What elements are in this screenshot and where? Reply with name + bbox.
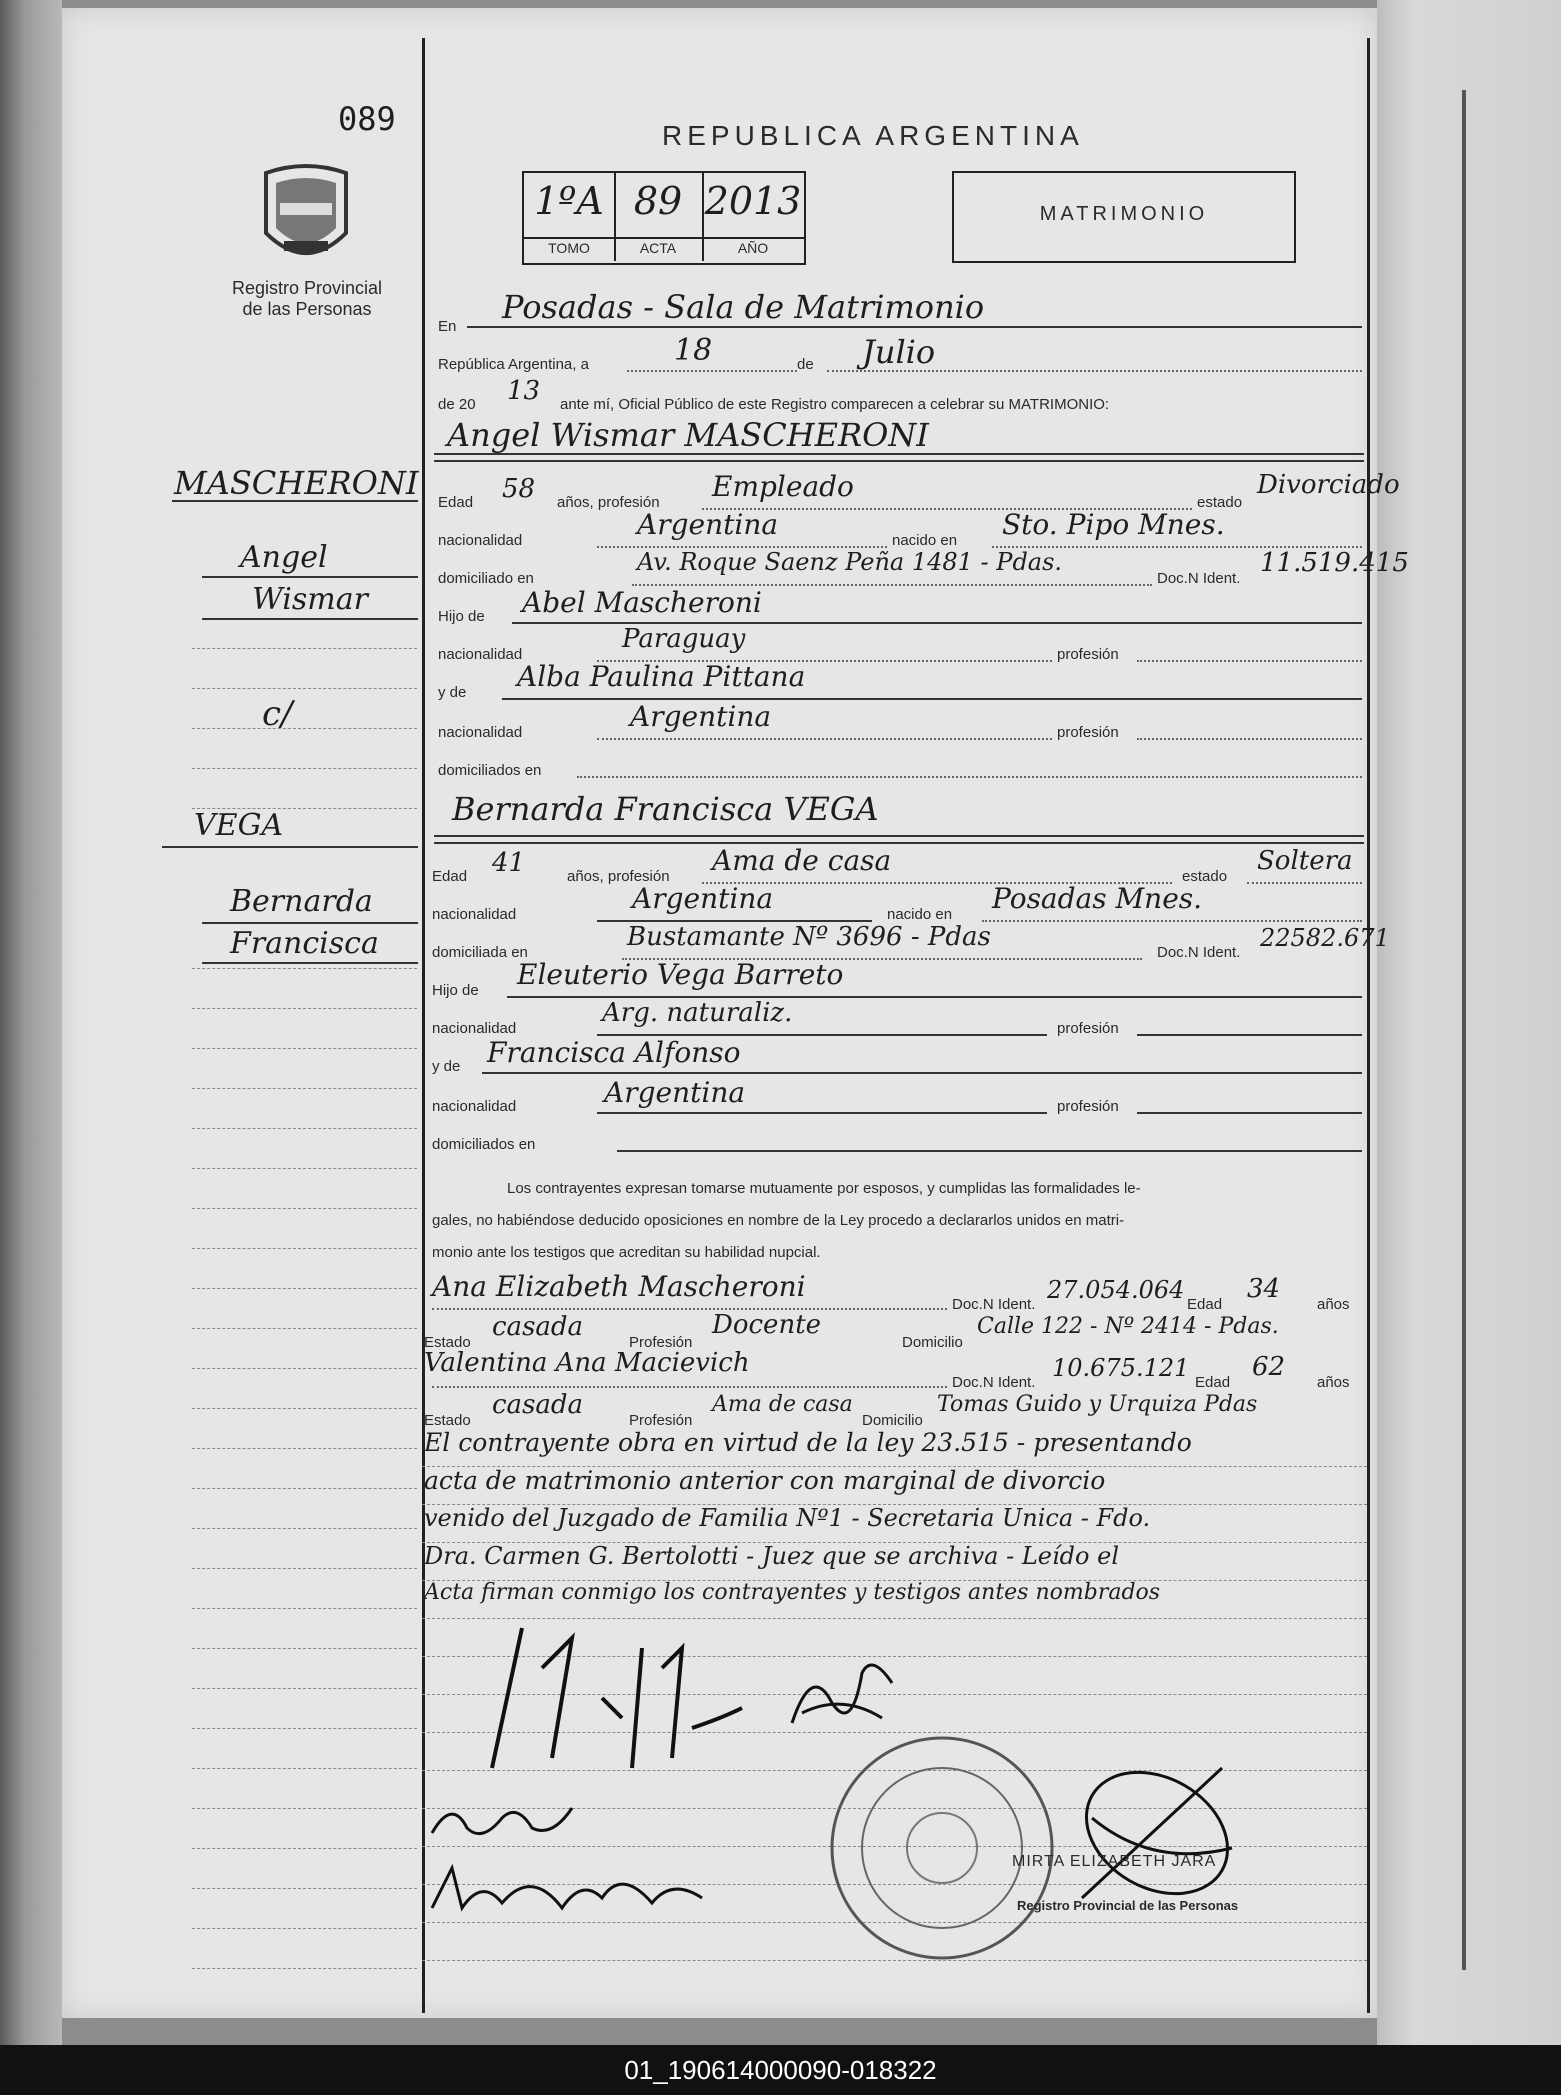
groom-doc-label: Doc.N Ident. (1157, 570, 1241, 587)
groom-mother-label: y de (438, 684, 467, 701)
witness2-age: 62 (1252, 1352, 1286, 1382)
stamp-registry: Registro Provincial de las Personas (1017, 1898, 1239, 1913)
bride-profession: Ama de casa (712, 844, 892, 877)
bride-full-name: Bernarda Francisca VEGA (452, 790, 879, 828)
bride-age: 41 (492, 848, 526, 878)
witness1-address-label: Domicilio (902, 1334, 963, 1351)
witness2-age-label: Edad (1195, 1374, 1231, 1391)
declaration-line1: Los contrayentes expresan tomarse mutuamente por esposos, y cumplidas las formalidades le- (507, 1180, 1141, 1197)
groom-born-label: nacido en (892, 532, 958, 549)
type-box (952, 171, 1296, 263)
bride-profession-label: años, profesión (567, 868, 670, 885)
groom-mother: Alba Paulina Pittana (517, 660, 806, 693)
groom-parents-address-label: domiciliados en (438, 762, 542, 779)
anio-value: 2013 (704, 179, 802, 223)
bride-nationality-label: nacionalidad (432, 906, 517, 923)
groom-father-profession-label: profesión (1057, 646, 1119, 663)
margin-divider (422, 38, 425, 2013)
notes-line5: Acta firman conmigo los contrayentes y testigos antes nombrados (424, 1580, 1161, 1605)
groom-profession: Empleado (712, 470, 854, 503)
witness1-address: Calle 122 - Nº 2414 - Pdas. (977, 1314, 1279, 1339)
groom-father-label: Hijo de (438, 608, 485, 625)
register-box (522, 171, 806, 265)
witness1-profession-label: Profesión (629, 1334, 693, 1351)
groom-father: Abel Mascheroni (522, 586, 762, 619)
notes-line3: venido del Juzgado de Familia Nº1 - Secretaria Unica - Fdo. (424, 1504, 1151, 1532)
witness1-signature (422, 1788, 582, 1848)
witness1-age-label: Edad (1187, 1296, 1223, 1313)
groom-mother-nationality: Argentina (630, 700, 772, 733)
margin-bride-name1: Bernarda (230, 884, 373, 919)
witness1-doc: 27.054.064 (1047, 1276, 1185, 1304)
bride-father: Eleuterio Vega Barreto (517, 958, 844, 991)
witness2-signature (422, 1848, 722, 1928)
margin-bride-name2: Francisca (230, 926, 379, 961)
right-page-edge (1377, 0, 1561, 2050)
registry-name (212, 278, 402, 320)
groom-status-label: estado (1197, 494, 1243, 511)
groom-mother-profession-label: profesión (1057, 724, 1119, 741)
groom-full-name: Angel Wismar MASCHERONI (447, 416, 929, 454)
witness2-address-label: Domicilio (862, 1412, 923, 1429)
groom-nationality: Argentina (637, 508, 779, 541)
bride-mother-label: y de (432, 1058, 461, 1075)
tomo-label: TOMO (548, 240, 590, 256)
margin-conj: c/ (262, 694, 293, 734)
witness2-status: casada (492, 1390, 584, 1420)
bride-doc: 22582.671 (1260, 924, 1390, 952)
de-label: de (797, 356, 814, 373)
bride-status: Soltera (1257, 846, 1353, 876)
notes-line4: Dra. Carmen G. Bertolotti - Juez que se archiva - Leído el (424, 1542, 1119, 1570)
groom-father-nationality-label: nacionalidad (438, 646, 523, 663)
bride-father-nationality: Arg. naturaliz. (602, 998, 793, 1028)
margin-groom-name2: Wismar (252, 582, 368, 617)
margin-groom-name1: Angel (240, 540, 328, 575)
bride-parents-address-label: domiciliados en (432, 1136, 536, 1153)
witness1-doc-label: Doc.N Ident. (952, 1296, 1036, 1313)
officer-name: MIRTA ELIZABETH JARA (1012, 1853, 1217, 1870)
month-value: Julio (862, 333, 936, 371)
groom-address-label: domiciliado en (438, 570, 534, 587)
bride-mother-nationality-label: nacionalidad (432, 1098, 517, 1115)
witness2-name: Valentina Ana Macievich (424, 1348, 750, 1378)
appear-text: ante mí, Oficial Público de este Registro comparecen a celebrar su MATRIMONIO: (560, 396, 1110, 413)
registry-stamp (822, 1728, 1062, 1968)
bride-status-label: estado (1182, 868, 1228, 885)
witness2-profession-label: Profesión (629, 1412, 693, 1429)
registry-name-line1: Registro Provincial (231, 278, 383, 298)
bride-born-in: Posadas Mnes. (992, 882, 1203, 915)
bride-address-label: domiciliada en (432, 944, 528, 961)
margin-bride-surname: VEGA (194, 808, 284, 843)
type-box-label: MATRIMONIO (1039, 203, 1209, 225)
declaration-line3: monio ante los testigos que acreditan su habilidad nupcial. (432, 1244, 821, 1261)
bride-born-label: nacido en (887, 906, 953, 923)
country-title: REPUBLICA ARGENTINA (662, 120, 1084, 151)
margin-groom-surname: MASCHERONI (174, 464, 419, 502)
groom-profession-label: años, profesión (557, 494, 660, 511)
anio-label: AÑO (737, 240, 769, 256)
witness1-status-label: Estado (424, 1334, 471, 1351)
province-seal-icon (258, 163, 354, 273)
bride-father-profession-label: profesión (1057, 1020, 1119, 1037)
en-label: En (438, 318, 457, 335)
page-number: 089 (338, 100, 396, 138)
witness1-age: 34 (1247, 1274, 1281, 1304)
groom-born-in: Sto. Pipo Mnes. (1002, 508, 1225, 541)
de20-label: de 20 (438, 396, 476, 413)
groom-age-label: Edad (438, 494, 474, 511)
bride-age-label: Edad (432, 868, 468, 885)
file-id-footer: 01_190614000090-018322 (0, 2045, 1561, 2095)
certificate-page (62, 8, 1409, 2018)
witness2-doc-label: Doc.N Ident. (952, 1374, 1036, 1391)
bride-mother: Francisca Alfonso (487, 1036, 741, 1069)
groom-status: Divorciado (1257, 470, 1400, 500)
witness2-status-label: Estado (424, 1412, 471, 1429)
groom-nationality-label: nacionalidad (438, 532, 523, 549)
bride-father-label: Hijo de (432, 982, 479, 999)
bride-mother-nationality: Argentina (604, 1076, 746, 1109)
groom-father-nationality: Paraguay (622, 624, 746, 654)
groom-doc: 11.519.415 (1260, 548, 1409, 578)
witness1-years-label: años (1317, 1296, 1350, 1313)
bride-doc-label: Doc.N Ident. (1157, 944, 1241, 961)
witness2-doc: 10.675.121 (1052, 1354, 1190, 1382)
acta-label: ACTA (639, 240, 677, 256)
notes-line1: El contrayente obra en virtud de la ley 23.515 - presentando (424, 1428, 1192, 1457)
registry-name-line2: de las Personas (242, 299, 372, 319)
bride-mother-profession-label: profesión (1057, 1098, 1119, 1115)
groom-signature (482, 1608, 782, 1778)
bride-nationality: Argentina (632, 882, 774, 915)
witness1-name: Ana Elizabeth Mascheroni (432, 1270, 806, 1303)
bride-address: Bustamante Nº 3696 - Pdas (627, 922, 991, 952)
year-suffix-value: 13 (507, 376, 541, 406)
witness1-status: casada (492, 1312, 584, 1342)
groom-age: 58 (502, 474, 536, 504)
witness2-address: Tomas Guido y Urquiza Pdas (937, 1392, 1258, 1417)
notes-line2: acta de matrimonio anterior con marginal de divorcio (424, 1466, 1106, 1495)
day-value: 18 (674, 333, 713, 368)
republica-label: República Argentina, a (438, 356, 589, 373)
place-value: Posadas - Sala de Matrimonio (502, 288, 985, 326)
right-border (1367, 38, 1370, 2013)
witness2-profession: Ama de casa (712, 1392, 853, 1417)
witness1-profession: Docente (712, 1310, 822, 1340)
declaration-line2: gales, no habiéndose deducido oposiciones en nombre de la Ley procedo a declararlos unidos en matri- (432, 1212, 1125, 1229)
groom-address: Av. Roque Saenz Peña 1481 - Pdas. (637, 548, 1063, 576)
witness2-years-label: años (1317, 1374, 1350, 1391)
tomo-value: 1ºA (534, 179, 604, 223)
left-book-edge (0, 0, 62, 2050)
bride-father-nationality-label: nacionalidad (432, 1020, 517, 1037)
acta-value: 89 (633, 179, 683, 223)
groom-mother-nationality-label: nacionalidad (438, 724, 523, 741)
officer-signature (1072, 1758, 1242, 1918)
